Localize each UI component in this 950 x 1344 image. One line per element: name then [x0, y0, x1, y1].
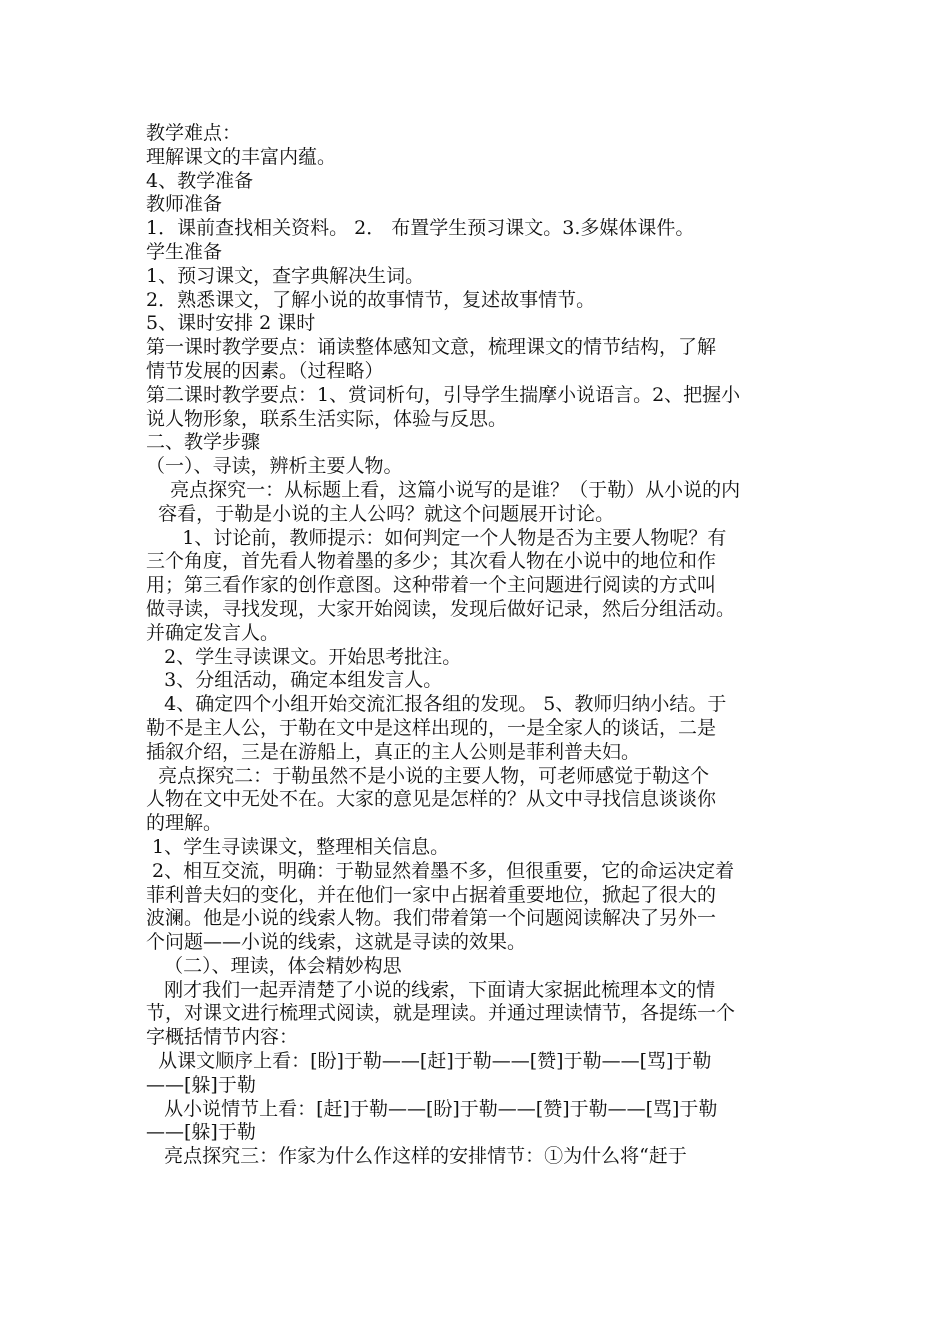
text-line: （一）、寻读，辨析主要人物。	[146, 455, 403, 478]
text-line: 三个角度，首先看人物着墨的多少；其次看人物在小说中的地位和作	[146, 550, 717, 573]
text-line: 用；第三看作家的创作意图。这种带着一个主问题进行阅读的方式叫	[146, 574, 717, 597]
text-line: 1、预习课文，查字典解决生词。	[146, 264, 425, 287]
text-line: 1、学生寻读课文，整理相关信息。	[146, 835, 450, 858]
text-line: ——[躲]于勒	[146, 1121, 256, 1144]
text-line: 并确定发言人。	[146, 621, 280, 644]
text-line: 插叙介绍，三是在游船上，真正的主人公则是菲利普夫妇。	[146, 740, 641, 763]
text-line: 第一课时教学要点：诵读整体感知文意，梳理课文的情节结构，了解	[146, 336, 717, 359]
text-line: 理解课文的丰富内蕴。	[146, 145, 337, 168]
text-line: （二）、理读，体会精妙构思	[146, 954, 402, 977]
text-line: 勒不是主人公，于勒在文中是这样出现的，一是全家人的谈话，二是	[146, 716, 717, 739]
text-line: 说人物形象，联系生活实际，体验与反思。	[146, 407, 508, 430]
text-line: 4、教学准备	[146, 169, 254, 192]
text-line: 3、分组活动，确定本组发言人。	[146, 669, 443, 692]
text-line: 字概括情节内容：	[146, 1026, 299, 1049]
text-line: ——[躲]于勒	[146, 1073, 256, 1096]
text-line: 二、教学步骤	[146, 431, 261, 454]
document-body	[146, 122, 814, 1169]
text-line: 亮点探究三：作家为什么作这样的安排情节：①为什么将“赶于	[146, 1145, 687, 1168]
text-line: 第二课时教学要点：1、赏词析句，引导学生揣摩小说语言。2、把握小	[146, 383, 741, 406]
text-line: 刚才我们一起弄清楚了小说的线索，下面请大家据此梳理本文的情	[146, 978, 716, 1001]
text-line: 容看，于勒是小说的主人公吗？就这个问题展开讨论。	[146, 502, 615, 525]
text-line: 2．熟悉课文，了解小说的故事情节，复述故事情节。	[146, 288, 596, 311]
text-line: 从课文顺序上看：[盼]于勒——[赶]于勒——[赞]于勒——[骂]于勒	[146, 1050, 712, 1073]
text-line: 5、课时安排 2 课时	[146, 312, 316, 335]
text-line: 从小说情节上看：[赶]于勒——[盼]于勒——[赞]于勒——[骂]于勒	[146, 1097, 718, 1120]
text-line: 菲利普夫妇的变化，并在他们一家中占据着重要地位，掀起了很大的	[146, 883, 717, 906]
text-line: 1．课前查找相关资料。 2． 布置学生预习课文。3.多媒体课件。	[146, 217, 695, 240]
text-line: 个问题——小说的线索，这就是寻读的效果。	[146, 931, 527, 954]
text-line: 的理解。	[146, 812, 223, 835]
text-line: 4、确定四个小组开始交流汇报各组的发现。 5、教师归纳小结。于	[146, 693, 727, 716]
text-line: 学生准备	[146, 240, 223, 263]
text-line: 情节发展的因素。（过程略）	[146, 359, 384, 382]
text-line: 人物在文中无处不在。大家的意见是怎样的？从文中寻找信息谈谈你	[146, 788, 717, 811]
text-line: 亮点探究一：从标题上看，这篇小说写的是谁？（于勒）从小说的内	[146, 478, 741, 501]
text-line: 做寻读，寻找发现，大家开始阅读，发现后做好记录，然后分组活动。	[146, 597, 736, 620]
text-line: 节，对课文进行梳理式阅读，就是理读。并通过理读情节，各提练一个	[146, 1002, 736, 1025]
text-line: 教学难点：	[146, 122, 242, 144]
text-line: 2、相互交流，明确：于勒显然着墨不多，但很重要，它的命运决定着	[146, 859, 735, 882]
text-line: 波澜。他是小说的线索人物。我们带着第一个问题阅读解决了另外一	[146, 907, 717, 930]
text-line: 2、学生寻读课文。开始思考批注。	[146, 645, 462, 668]
text-line: 教师准备	[146, 193, 223, 216]
text-line: 亮点探究二：于勒虽然不是小说的主要人物，可老师感觉于勒这个	[146, 764, 710, 787]
text-line: 1、讨论前，教师提示：如何判定一个人物是否为主要人物呢？有	[146, 526, 727, 549]
